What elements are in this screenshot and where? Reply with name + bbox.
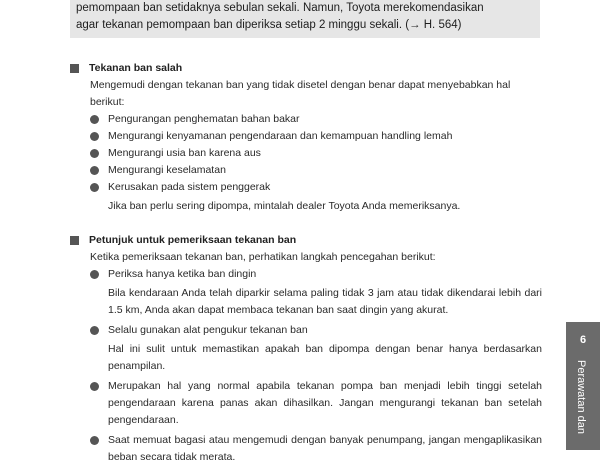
tip-title: Periksa hanya ketika ban dingin — [108, 268, 257, 280]
list-item — [90, 322, 542, 339]
square-bullet-icon — [70, 236, 79, 245]
list-item — [90, 266, 542, 283]
section-intro: Ketika pemeriksaan tekanan ban, perhatikan langkah pencegahan berikut: — [90, 251, 436, 263]
square-bullet-icon — [70, 64, 79, 73]
chapter-title: Perawatan dan — [575, 360, 587, 434]
note-line-1: pemompaan ban setidaknya sebulan sekali. Namun, Toyota merekomendasikan — [76, 2, 484, 14]
list-item: Kerusakan pada sistem penggerak — [90, 179, 542, 196]
section-heading — [70, 232, 542, 249]
section-pressure-check-tips — [70, 232, 542, 466]
section-intro: Mengemudi dengan tekanan ban yang tidak disetel dengan benar dapat menyebabkan hal berikut: — [90, 79, 511, 108]
list-item: Pengurangan penghematan bahan bakar — [90, 111, 542, 128]
list-item: Mengurangi usia ban karena aus — [90, 145, 542, 162]
list-item: Mengurangi keselamatan — [90, 162, 542, 179]
tire-check-note-box — [70, 0, 540, 38]
list-item: Mengurangi kenyamanan pengendaraan dan kemampuan handling lemah — [90, 128, 542, 145]
chapter-side-tab — [566, 322, 600, 450]
section-heading — [70, 60, 542, 77]
tip-detail: Bila kendaraan Anda telah diparkir selama paling tidak 3 jam atau tidak dikendarai lebih dari 1.5 km, Anda akan dapat membaca tekanan ban saat dingin yang akurat. — [108, 287, 542, 316]
tip-title: Selalu gunakan alat pengukur tekanan ban — [108, 324, 308, 336]
section-heading-text: Tekanan ban salah — [89, 62, 183, 74]
tips-list — [70, 266, 542, 283]
tips-list — [70, 378, 542, 466]
tips-list — [70, 322, 542, 339]
section-wrong-tire-pressure — [70, 60, 542, 218]
consequence-list — [70, 111, 542, 196]
note-line-2: agar tekanan pemompaan ban diperiksa setiap 2 minggu sekali. (→ H. 564) — [76, 19, 462, 31]
dealer-note: Jika ban perlu sering dipompa, mintalah dealer Toyota Anda memeriksanya. — [108, 200, 461, 212]
list-item: Merupakan hal yang normal apabila tekanan pompa ban menjadi lebih tinggi setelah pengendaraan karena panas akan dihasilkan. Jangan mengurangi tekanan ban setelah pengendaraan. — [90, 378, 542, 429]
section-heading-text: Petunjuk untuk pemeriksaan tekanan ban — [89, 234, 297, 246]
chapter-number: 6 — [579, 334, 587, 346]
tip-detail: Hal ini sulit untuk memastikan apakah ban dipompa dengan benar hanya berdasarkan penampilan. — [108, 343, 542, 372]
list-item: Saat memuat bagasi atau mengemudi dengan banyak penumpang, jangan mengaplikasikan beban secara tidak merata. — [90, 432, 542, 466]
